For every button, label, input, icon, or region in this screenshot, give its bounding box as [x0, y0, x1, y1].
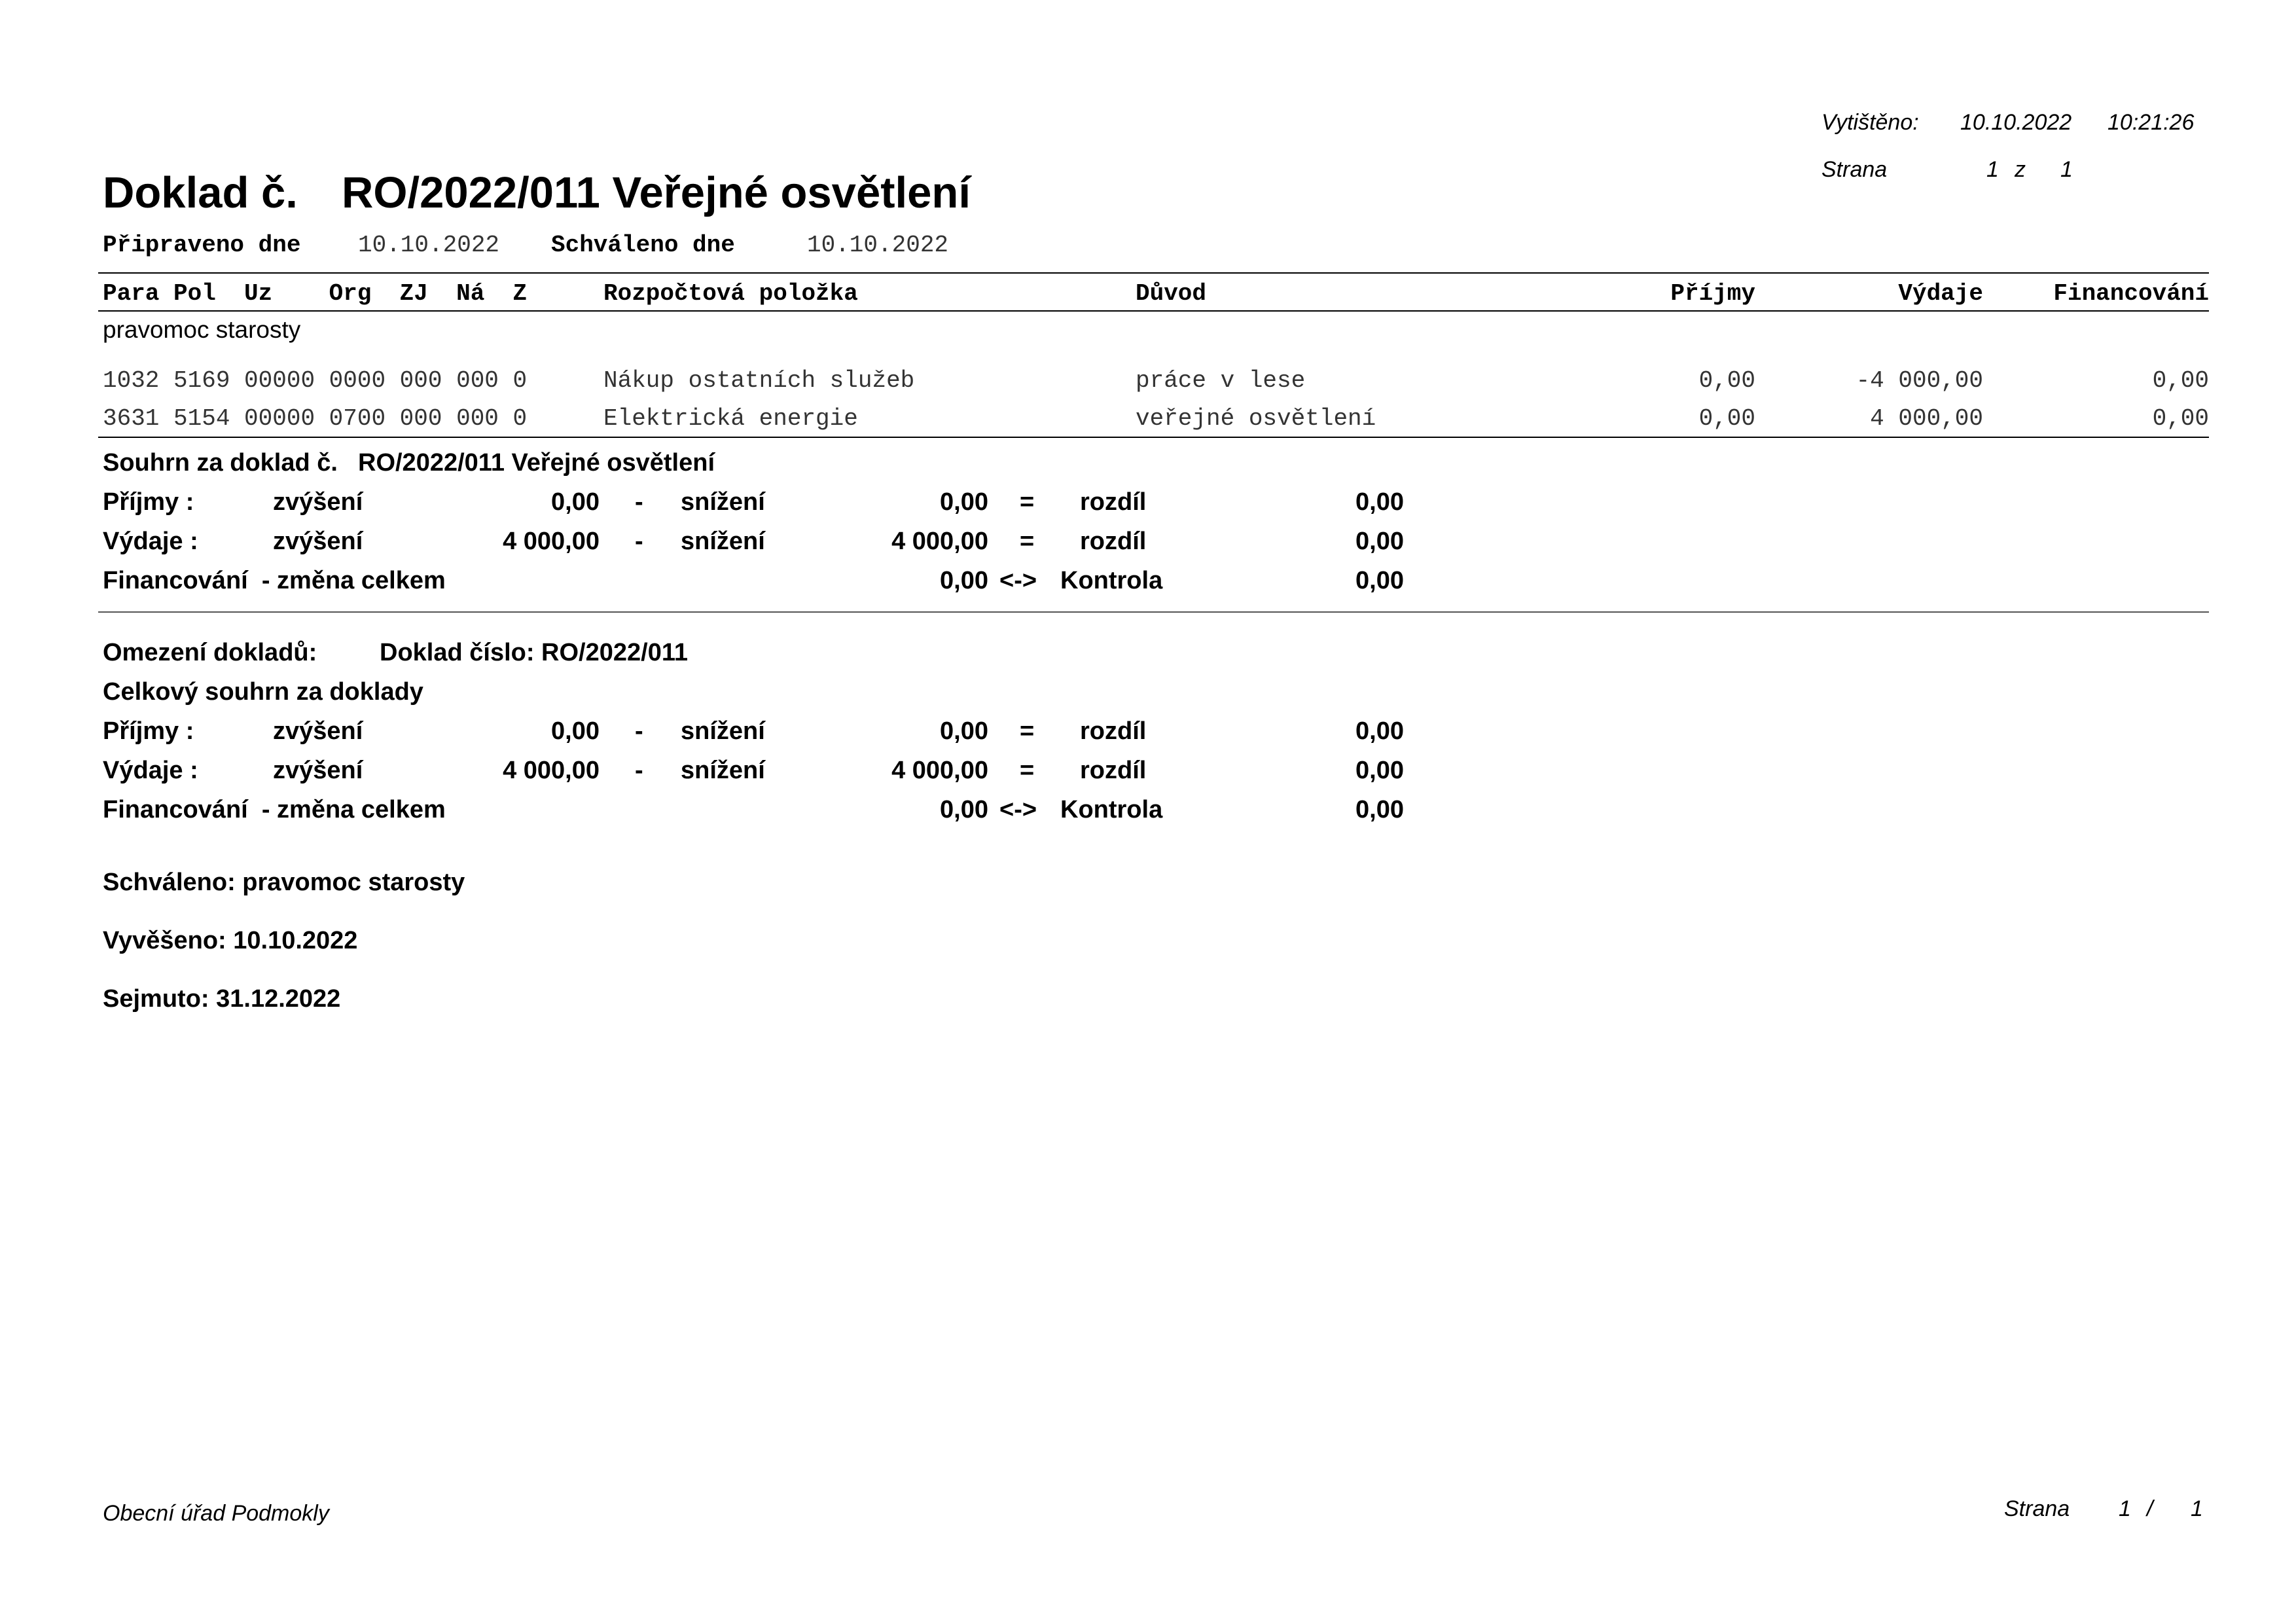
summary-financing-value: 0,00	[940, 567, 988, 594]
summary-heading-prefix: Souhrn za doklad č.	[103, 449, 338, 477]
total-expense-inc: 4 000,00	[503, 757, 600, 784]
page-total: 1	[2060, 157, 2073, 182]
summary-income-dec-label: snížení	[681, 488, 765, 516]
summary-rule	[98, 611, 2209, 613]
row-income: 0,00	[1698, 405, 1755, 432]
summary-expense-label: Výdaje :	[103, 528, 198, 555]
summary-income-diff: 0,00	[1355, 488, 1404, 516]
summary-income-minus: -	[635, 488, 643, 516]
group-label: pravomoc starosty	[103, 316, 301, 343]
total-expense-diff-label: rozdíl	[1080, 757, 1147, 784]
total-financing-label: Financování - změna celkem	[103, 796, 446, 823]
total-expense-label: Výdaje :	[103, 757, 198, 784]
total-income-inc: 0,00	[551, 717, 600, 745]
table-bottom-rule	[98, 437, 2209, 438]
total-income-minus: -	[635, 717, 643, 745]
summary-expense-inc: 4 000,00	[503, 528, 600, 555]
summary-control-value: 0,00	[1355, 567, 1404, 594]
total-income-eq: =	[1020, 717, 1035, 745]
restriction-value: Doklad číslo: RO/2022/011	[380, 639, 689, 666]
summary-expense-dec-label: snížení	[681, 528, 765, 555]
summary-income-inc-label: zvýšení	[273, 488, 363, 516]
total-income-label: Příjmy :	[103, 717, 194, 745]
table-header-rule	[98, 310, 2209, 312]
total-expense-diff: 0,00	[1355, 757, 1404, 784]
row-codes: 1032 5169 00000 0000 000 000 0	[103, 367, 528, 394]
summary-income-dec: 0,00	[940, 488, 988, 516]
table-top-rule	[98, 272, 2209, 274]
page-label: Strana	[1821, 157, 1888, 182]
row-reason: veřejné osvětlení	[1136, 405, 1376, 432]
total-expense-inc-label: zvýšení	[273, 757, 363, 784]
summary-expense-eq: =	[1020, 528, 1035, 555]
row-budget-item: Elektrická energie	[603, 405, 858, 432]
total-control-label: Kontrola	[1060, 796, 1163, 823]
summary-income-eq: =	[1020, 488, 1035, 516]
printed-label: Vytištěno:	[1821, 110, 1919, 135]
printed-time: 10:21:26	[2108, 110, 2195, 135]
document-title-prefix: Doklad č.	[103, 168, 298, 217]
row-codes: 3631 5154 00000 0700 000 000 0	[103, 405, 528, 432]
restriction-label: Omezení dokladů:	[103, 639, 317, 666]
footer-office: Obecní úřad Podmokly	[103, 1501, 329, 1526]
total-expense-minus: -	[635, 757, 643, 784]
approved-date: 10.10.2022	[807, 232, 949, 259]
row-expense: -4 000,00	[1856, 367, 1983, 394]
row-budget-item: Nákup ostatních služeb	[603, 367, 915, 394]
document-title: RO/2022/011 Veřejné osvětlení	[342, 168, 971, 217]
row-income: 0,00	[1698, 367, 1755, 394]
row-reason: práce v lese	[1136, 367, 1306, 394]
summary-income-inc: 0,00	[551, 488, 600, 516]
page-of: z	[2015, 157, 2026, 182]
summary-expense-dec: 4 000,00	[891, 528, 988, 555]
col-reason-header: Důvod	[1136, 280, 1207, 307]
row-financing: 0,00	[2152, 367, 2209, 394]
total-expense-dec: 4 000,00	[891, 757, 988, 784]
total-income-diff-label: rozdíl	[1080, 717, 1147, 745]
total-financing-value: 0,00	[940, 796, 988, 823]
summary-expense-inc-label: zvýšení	[273, 528, 363, 555]
prepared-label: Připraveno dne	[103, 232, 301, 259]
page-current: 1	[1986, 157, 1999, 182]
removed-note: Sejmuto: 31.12.2022	[103, 985, 341, 1013]
row-expense: 4 000,00	[1870, 405, 1983, 432]
printed-date: 10.10.2022	[1960, 110, 2072, 135]
total-control-value: 0,00	[1355, 796, 1404, 823]
col-financing-header: Financování	[2053, 280, 2209, 307]
total-income-dec: 0,00	[940, 717, 988, 745]
summary-expense-diff-label: rozdíl	[1080, 528, 1147, 555]
posted-note: Vyvěšeno: 10.10.2022	[103, 927, 358, 954]
approved-label: Schváleno dne	[551, 232, 735, 259]
total-income-diff: 0,00	[1355, 717, 1404, 745]
summary-income-label: Příjmy :	[103, 488, 194, 516]
col-expense-header: Výdaje	[1898, 280, 1983, 307]
footer-page-sep: /	[2147, 1496, 2153, 1521]
total-income-inc-label: zvýšení	[273, 717, 363, 745]
col-income-header: Příjmy	[1670, 280, 1755, 307]
summary-expense-diff: 0,00	[1355, 528, 1404, 555]
total-expense-dec-label: snížení	[681, 757, 765, 784]
summary-financing-arrow: <->	[999, 567, 1037, 594]
row-financing: 0,00	[2152, 405, 2209, 432]
total-financing-arrow: <->	[999, 796, 1037, 823]
col-budget-item-header: Rozpočtová položka	[603, 280, 858, 307]
summary-financing-label: Financování - změna celkem	[103, 567, 446, 594]
footer-page-label: Strana	[2004, 1496, 2070, 1521]
prepared-date: 10.10.2022	[358, 232, 500, 259]
footer-page-total: 1	[2191, 1496, 2203, 1521]
total-summary-heading: Celkový souhrn za doklady	[103, 678, 423, 706]
summary-control-label: Kontrola	[1060, 567, 1163, 594]
approved-note: Schváleno: pravomoc starosty	[103, 869, 465, 896]
summary-heading: RO/2022/011 Veřejné osvětlení	[358, 449, 715, 477]
total-expense-eq: =	[1020, 757, 1035, 784]
summary-income-diff-label: rozdíl	[1080, 488, 1147, 516]
footer-page-current: 1	[2119, 1496, 2131, 1521]
total-income-dec-label: snížení	[681, 717, 765, 745]
col-codes-header: Para Pol Uz Org ZJ Ná Z	[103, 280, 528, 307]
summary-expense-minus: -	[635, 528, 643, 555]
